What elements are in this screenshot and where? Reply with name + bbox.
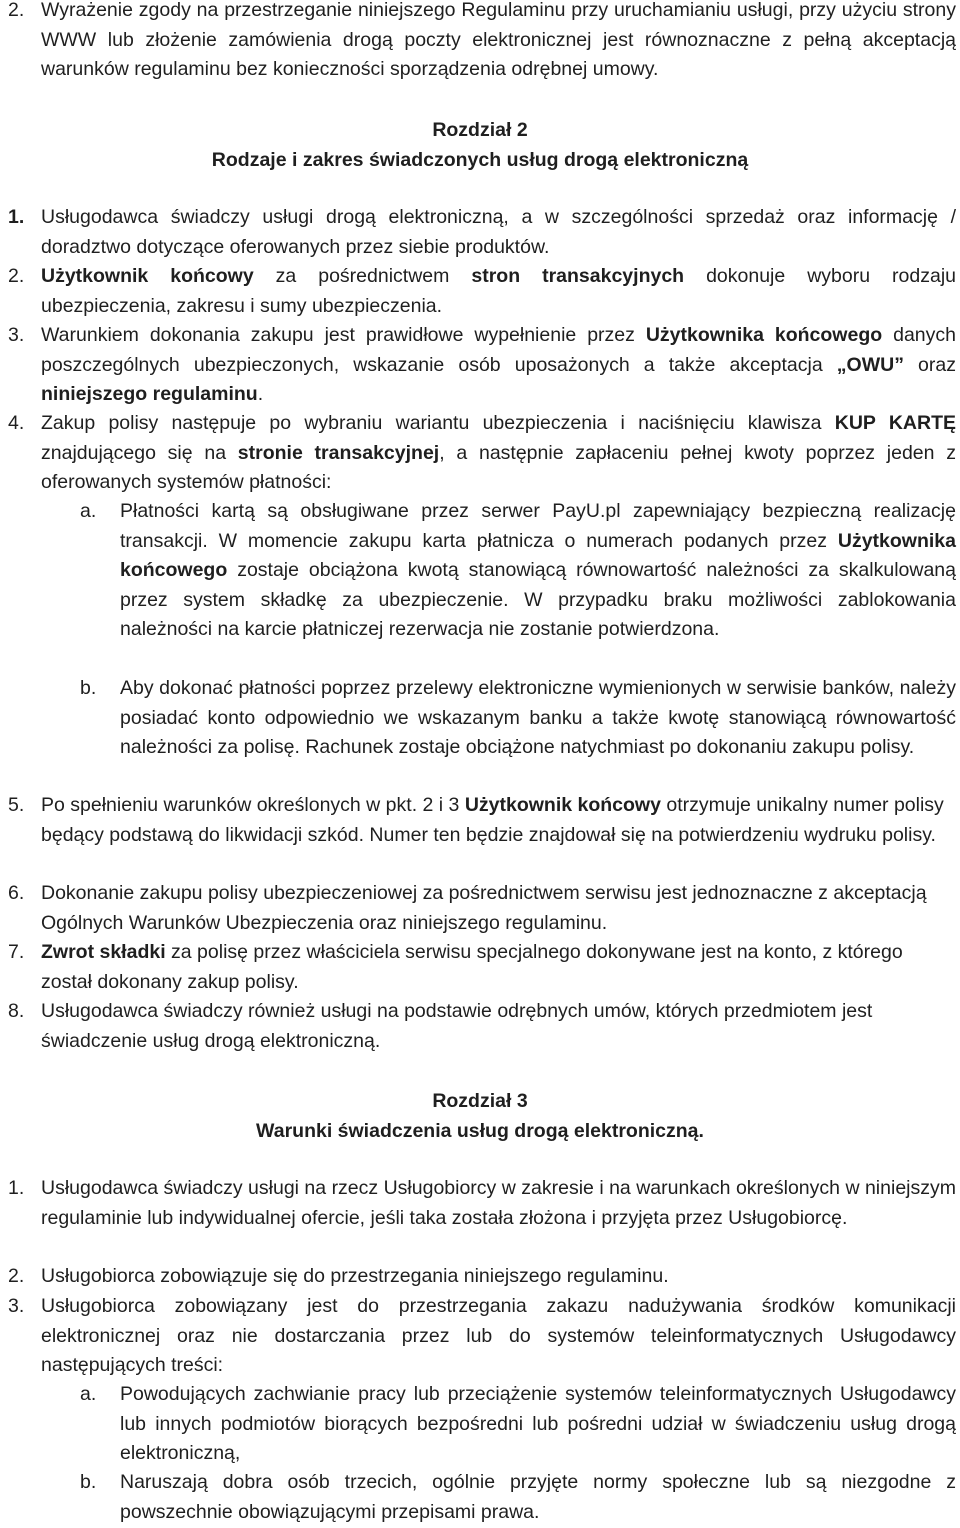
sub-item-letter: a.	[80, 1383, 97, 1405]
regulation-item	[8, 262, 956, 321]
regulation-item	[8, 203, 956, 262]
chapter-subtitle: Rodzaje i zakres świadczonych usług drogą elektroniczną	[211, 149, 749, 171]
chapter-title: Rozdział 2	[432, 119, 528, 141]
item-number: 1.	[8, 206, 25, 228]
regulation-item	[8, 879, 956, 938]
sub-item-letter: b.	[80, 1471, 97, 1493]
bold-term: Użytkownika końcowego	[645, 324, 883, 346]
regulation-item	[8, 997, 956, 1056]
chapter-subtitle: Warunki świadczenia usług drogą elektroniczną.	[256, 1120, 704, 1142]
sub-item-letter: b.	[80, 677, 97, 699]
text-run: zostaje obciążona kwotą stanowiącą równowartość należności za skalkulowaną przez system składkę za ubezpieczenie. W przypadku braku możliwości zablokowania należności na karcie płatniczej rezerwacja nie zostanie potwierdzona.	[120, 559, 956, 640]
item-text: Usługodawca świadczy usługi drogą elektroniczną, a w szczególności sprzedaż oraz informację / doradztwo dotyczące oferowanych przez siebie produktów.	[41, 206, 956, 258]
item-text: Usługobiorca zobowiązuje się do przestrzegania niniejszego regulaminu.	[41, 1265, 669, 1287]
item-number: 2.	[8, 0, 25, 21]
bold-term: Użytkownik końcowy	[464, 794, 661, 816]
text-run: dokonuje wyboru rodzaju ubezpieczenia, zakresu i sumy ubezpieczenia.	[41, 265, 956, 317]
regulation-item	[8, 409, 956, 498]
item-number: 2.	[8, 1265, 25, 1287]
text-run: otrzymuje unikalny numer polisy będący podstawą do likwidacji szkód. Numer ten będzie znajdował się na potwierdzeniu wydruku polisy.	[41, 794, 944, 846]
regulation-item	[8, 0, 956, 85]
item-number: 6.	[8, 882, 25, 904]
text-run: Po spełnieniu warunków określonych w pkt. 2 i 3	[41, 794, 465, 816]
item-number: 5.	[8, 794, 25, 816]
chapter-title: Rozdział 3	[432, 1090, 528, 1112]
item-number: 1.	[8, 1177, 25, 1199]
sub-item-letter: a.	[80, 500, 97, 522]
sub-item-text: Powodujących zachwianie pracy lub przeciążenie systemów teleinformatycznych Usługodawcy lub innych podmiotów biorących bezpośredni lub pośredni udział w świadczeniu usług drogą elektroniczną,	[120, 1383, 956, 1464]
item-text	[41, 321, 956, 410]
text-run: za polisę przez właściciela serwisu specjalnego dokonywane jest na konto, z którego został dokonany zakup polisy.	[41, 941, 903, 993]
item-text	[41, 938, 956, 997]
item-number: 4.	[8, 412, 25, 434]
item-text: Dokonanie zakupu polisy ubezpieczeniowej za pośrednictwem serwisu jest jednoznaczne z akceptacją Ogólnych Warunków Ubezpieczenia oraz niniejszego regulaminu.	[41, 882, 927, 934]
item-number: 2.	[8, 265, 25, 287]
bold-term: „OWU”	[836, 353, 904, 376]
text-run: danych poszczególnych ubezpieczonych, wskazanie osób uposażonych a także akceptacja	[41, 324, 956, 376]
sub-item-text: Aby dokonać płatności poprzez przelewy elektroniczne wymienionych w serwisie banków, należy posiadać konto odpowiednio we wskazanym banku a także kwotę stanowiącą równowartość należności za polisę. Rachunek zostaje obciążone natychmiast po dokonaniu zakupu polisy.	[120, 677, 956, 758]
item-number: 7.	[8, 941, 25, 963]
item-text: Usługobiorca zobowiązany jest do przestrzegania zakazu nadużywania środków komunikacji elektronicznej oraz nie dostarczania przez lub do systemów teleinformatycznych Usługodawcy następujących treści:	[41, 1295, 956, 1376]
bold-term: KUP KARTĘ	[834, 412, 956, 434]
bold-term: Użytkownik końcowy	[41, 265, 254, 287]
item-number: 3.	[8, 1295, 25, 1317]
sub-item	[80, 1380, 956, 1469]
item-text	[41, 791, 956, 850]
item-text: Usługodawca świadczy usługi na rzecz Usługobiorcy w zakresie i na warunkach określonych w niniejszym regulaminie lub indywidualnej ofercie, jeśli taka została złożona i przyjęta przez Usługobiorcę.	[41, 1177, 956, 1229]
sub-item-text: Naruszają dobra osób trzecich, ogólnie przyjęte normy społeczne lub są niezgodne z powszechnie obowiązującymi przepisami prawa.	[120, 1471, 956, 1523]
item-text	[41, 409, 956, 498]
item-text: Usługodawca świadczy również usługi na podstawie odrębnych umów, których przedmiotem jest świadczenie usług drogą elektroniczną.	[41, 1000, 873, 1052]
bold-term: Użytkownika końcowego	[120, 529, 956, 581]
sub-item-text	[120, 497, 956, 645]
text-run: znajdującego się na	[41, 441, 238, 464]
sub-item	[80, 497, 956, 645]
bold-term: Zwrot składki	[41, 941, 166, 963]
item-text: Wyrażenie zgody na przestrzeganie niniejszego Regulaminu przy uruchamianiu usługi, przy użyciu strony WWW lub złożenie zamówienia drogą poczty elektronicznej jest równoznaczne z pełną akceptacją warunków regulaminu bez konieczności sporządzenia odrębnej umowy.	[41, 0, 956, 80]
text-run: Warunkiem dokonania zakupu jest prawidłowe wypełnienie przez	[41, 324, 646, 346]
regulation-item	[8, 791, 956, 850]
bold-term: stron transakcyjnych	[471, 265, 685, 287]
text-run: , a następnie zapłaceniu pełnej kwoty poprzez jeden z oferowanych systemów płatności:	[41, 441, 956, 493]
regulation-item	[8, 1292, 956, 1381]
regulation-item	[8, 1262, 956, 1292]
text-run: .	[257, 383, 264, 405]
item-number: 3.	[8, 324, 25, 346]
text-run: oraz	[903, 353, 956, 376]
text-run: Zakup polisy następuje po wybraniu wariantu ubezpieczenia i naciśnięciu klawisza	[41, 412, 835, 434]
bold-term: niniejszego regulaminu	[41, 383, 258, 405]
text-run: Płatności kartą są obsługiwane przez serwer PayU.pl zapewniający bezpieczną realizację transakcji. W momencie zakupu karta płatnicza o numerach podanych przez	[120, 500, 956, 552]
item-text	[41, 262, 956, 321]
regulation-item	[8, 1174, 956, 1233]
text-run: za pośrednictwem	[253, 265, 472, 287]
item-number: 8.	[8, 1000, 25, 1022]
bold-term: stronie transakcyjnej	[237, 441, 440, 464]
regulation-item	[8, 938, 956, 997]
sub-item	[80, 1468, 956, 1527]
regulation-item	[8, 321, 956, 410]
sub-item	[80, 674, 956, 763]
